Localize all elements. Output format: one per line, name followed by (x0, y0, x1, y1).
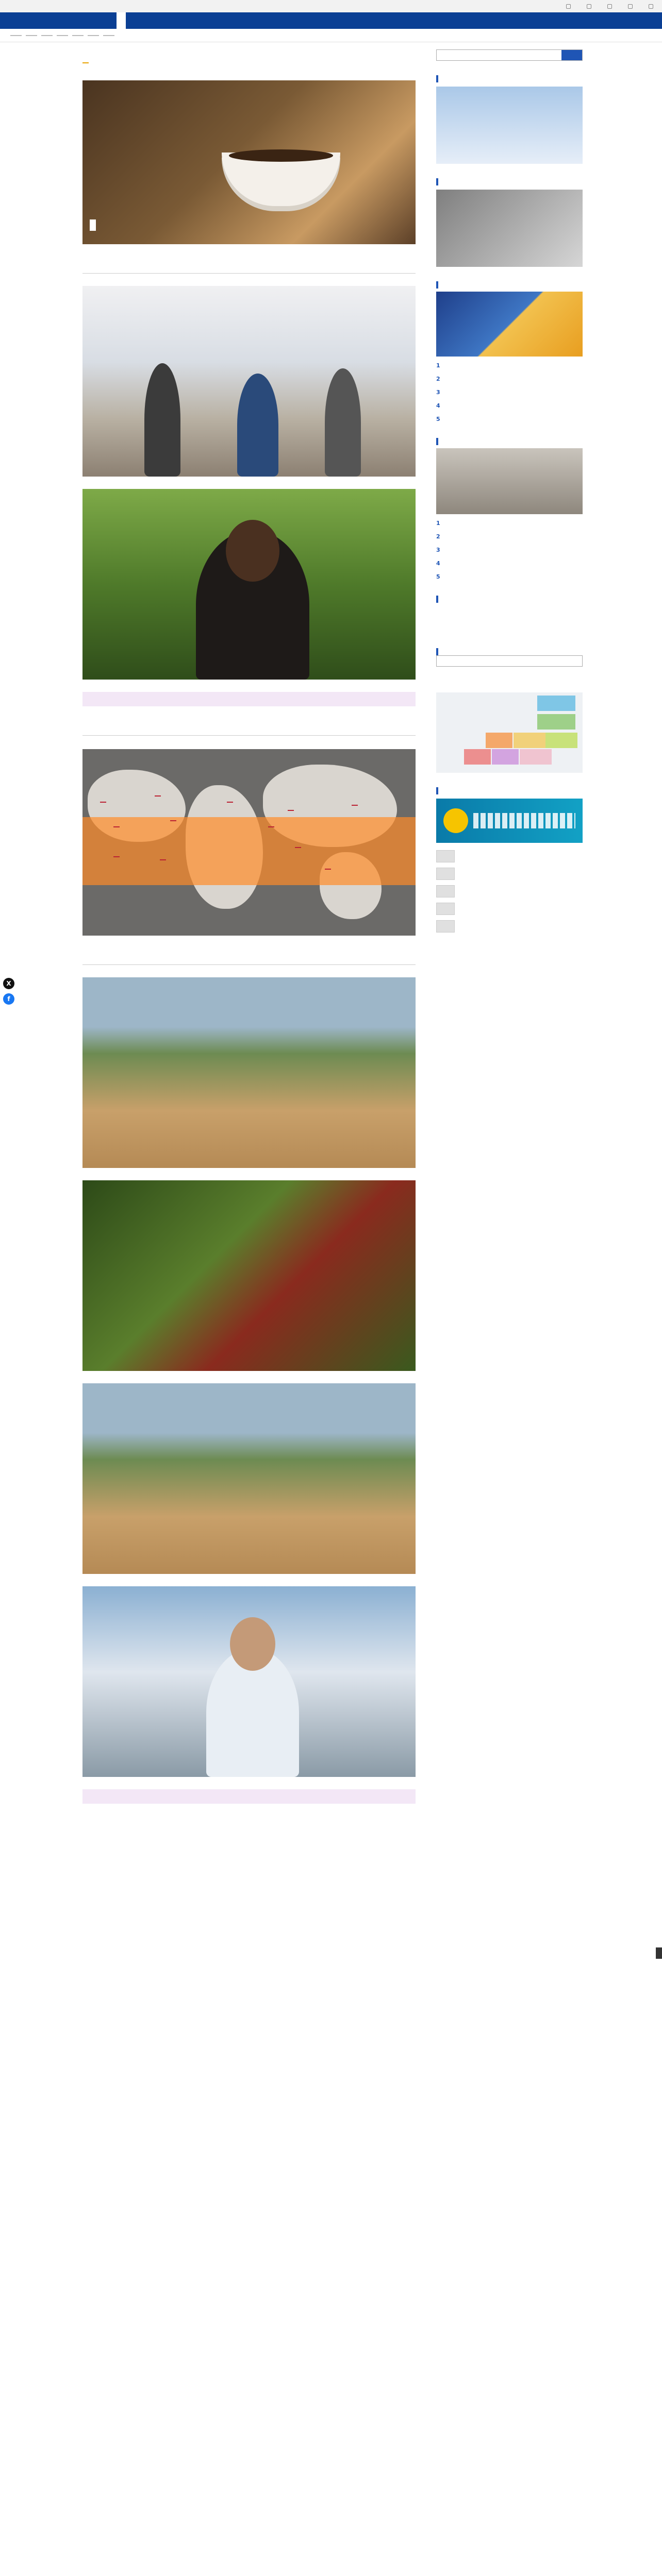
related-link[interactable] (436, 920, 583, 933)
rank-number: 1 (436, 520, 440, 527)
search-button[interactable] (561, 50, 582, 60)
sub-nav (0, 29, 662, 42)
map-label (227, 802, 233, 803)
map-label (170, 820, 176, 821)
widget-title (436, 596, 583, 603)
utility-links (566, 4, 656, 9)
widget-title (436, 648, 583, 655)
nav-item[interactable] (5, 12, 14, 29)
nav-item[interactable] (70, 12, 79, 29)
widget-title (436, 787, 583, 794)
utility-link-covid[interactable] (587, 4, 594, 9)
utility-link-plus[interactable] (628, 4, 635, 9)
square-icon (587, 4, 591, 9)
person-figure (325, 368, 361, 477)
region-button[interactable] (537, 714, 575, 730)
subnav-chip[interactable] (88, 35, 99, 36)
utility-link-about[interactable] (566, 4, 573, 9)
ranking-item[interactable] (436, 560, 583, 568)
related-link[interactable] (436, 903, 583, 915)
region-button[interactable] (545, 733, 577, 748)
utility-link-news[interactable] (607, 4, 615, 9)
section-heading (82, 732, 416, 736)
biz-logo-icon (443, 808, 468, 833)
photo-harvest (82, 1383, 416, 1574)
breaking-badge (82, 62, 89, 63)
biz-trend-banner[interactable] (436, 799, 583, 843)
photo-coffee-expo (82, 286, 416, 477)
link-thumbnail (436, 920, 455, 933)
ranking-item[interactable] (436, 519, 583, 528)
map-label (113, 826, 120, 827)
quote-box (82, 1789, 416, 1804)
latest-video-widget[interactable] (436, 190, 583, 267)
person-figure (237, 374, 278, 477)
related-link[interactable] (436, 850, 583, 862)
nav-item[interactable] (61, 12, 70, 29)
link-thumbnail (436, 903, 455, 915)
rank-number: 5 (436, 416, 440, 422)
region-button[interactable] (492, 749, 519, 765)
utility-link-help[interactable] (649, 4, 656, 9)
subnav-chip[interactable] (103, 35, 114, 36)
rank-number: 1 (436, 362, 440, 369)
square-icon (607, 4, 612, 9)
nav-item[interactable] (126, 12, 135, 29)
widget-title (436, 178, 583, 185)
nav-item[interactable] (14, 12, 24, 29)
subnav-chip[interactable] (72, 35, 84, 36)
map-label (288, 810, 294, 811)
rank-number: 5 (436, 573, 440, 580)
article (82, 49, 416, 1804)
photo-coffee-cherries (82, 1180, 416, 1371)
rank-number: 3 (436, 547, 440, 553)
nav-item[interactable] (24, 12, 33, 29)
map-label (325, 869, 331, 870)
access-ranking-list (436, 519, 583, 581)
map-label (268, 826, 274, 827)
related-link[interactable] (436, 885, 583, 897)
coffee-belt-map (82, 749, 416, 936)
business-special-tag (90, 219, 96, 231)
subnav-chip[interactable] (10, 35, 22, 36)
region-button[interactable] (464, 749, 491, 765)
link-thumbnail (436, 850, 455, 862)
square-icon (649, 4, 653, 9)
square-icon (628, 4, 633, 9)
sidebar (436, 49, 583, 933)
ranking-item[interactable] (436, 533, 583, 541)
main-nav (0, 12, 662, 29)
top-utility-bar (0, 0, 662, 12)
ranking-list (436, 362, 583, 423)
access-thumbnail[interactable] (436, 448, 583, 514)
quote-box (82, 692, 416, 706)
nav-item[interactable] (117, 12, 126, 29)
ranking-item[interactable] (436, 415, 583, 423)
person-figure (144, 363, 180, 477)
ranking-thumbnail[interactable] (436, 292, 583, 357)
photo-joao-reis (82, 1586, 416, 1777)
region-button[interactable] (537, 696, 575, 711)
site-search[interactable] (436, 49, 583, 61)
map-label (100, 802, 106, 803)
square-icon (566, 4, 571, 9)
nav-item[interactable] (79, 12, 89, 29)
photo-pierre-musangwa (82, 489, 416, 680)
map-label (295, 847, 301, 848)
person-face (230, 1617, 275, 1671)
nav-item[interactable] (52, 12, 61, 29)
photo-brazil-farm (82, 977, 416, 1168)
nav-item[interactable] (135, 12, 144, 29)
rank-number: 4 (436, 402, 440, 409)
breaking-news-ticker[interactable] (82, 55, 416, 71)
biz-banner-title (473, 813, 575, 828)
share-twitter-icon[interactable]: X (3, 978, 14, 989)
map-label (352, 805, 358, 806)
coffee-surface (229, 149, 333, 162)
widget-title (436, 75, 583, 82)
ranking-item[interactable] (436, 546, 583, 554)
new-news-list (436, 608, 583, 634)
nav-item[interactable] (33, 12, 42, 29)
link-thumbnail (436, 885, 455, 897)
nav-item[interactable] (98, 12, 107, 29)
map-label (113, 856, 120, 857)
rank-number: 2 (436, 533, 440, 540)
widget-title (436, 281, 583, 289)
section-heading (82, 961, 416, 965)
link-thumbnail (436, 868, 455, 880)
subnav-chip[interactable] (26, 35, 37, 36)
link-list (436, 850, 583, 933)
ranking-item[interactable] (436, 573, 583, 581)
region-button[interactable] (486, 733, 512, 748)
nav-item[interactable] (42, 12, 52, 29)
widget-title (436, 438, 583, 445)
share-facebook-icon[interactable]: f (3, 993, 14, 1005)
region-button[interactable] (520, 749, 552, 765)
rank-number: 2 (436, 376, 440, 382)
rank-number: 4 (436, 560, 440, 567)
weather-map-widget[interactable] (436, 87, 583, 164)
rank-number: 3 (436, 389, 440, 396)
scroll-handle[interactable] (656, 1947, 662, 1959)
ranking-item[interactable] (436, 388, 583, 397)
hero-image (82, 80, 416, 244)
ranking-item[interactable] (436, 375, 583, 383)
nav-item[interactable] (107, 12, 117, 29)
ranking-item[interactable] (436, 402, 583, 410)
map-label (160, 859, 166, 860)
ranking-item[interactable] (436, 362, 583, 370)
subnav-chip[interactable] (57, 35, 68, 36)
related-link[interactable] (436, 868, 583, 880)
section-heading (82, 270, 416, 274)
coffee-belt-band (82, 817, 416, 885)
person-face (226, 520, 279, 582)
region-select[interactable] (436, 655, 583, 667)
region-button[interactable] (514, 733, 545, 748)
subnav-chip[interactable] (41, 35, 53, 36)
local-news-list (436, 672, 583, 687)
nav-item[interactable] (89, 12, 98, 29)
japan-region-map (436, 692, 583, 773)
map-label (155, 795, 161, 796)
